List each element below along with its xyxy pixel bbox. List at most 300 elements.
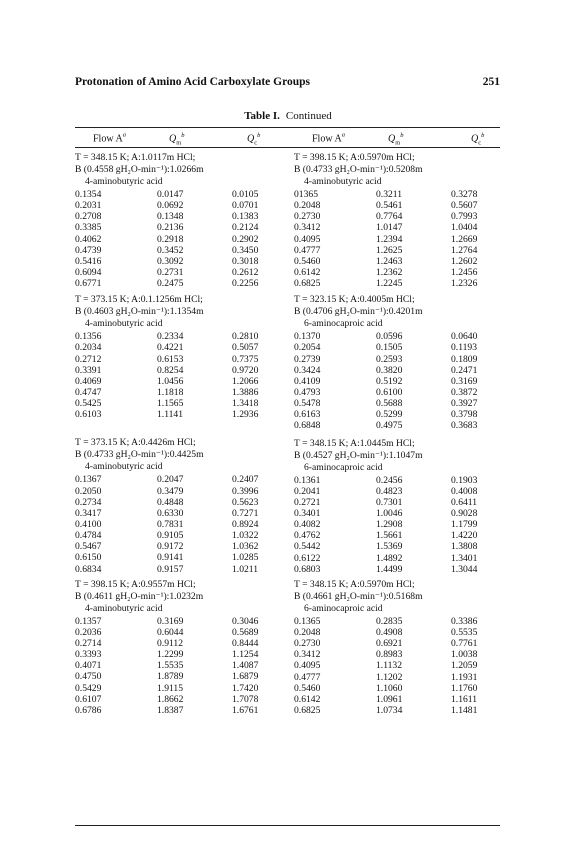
cell-qc: 1.3418 [232,398,259,410]
cell-qm: 0.2918 [157,233,184,245]
cell-qc: 0.8444 [232,637,259,649]
condition-amino-acid: 4-aminobutyric acid [85,602,163,614]
table-row [294,245,500,256]
table-row [294,672,500,683]
cell-flow: 0.4095 [294,660,321,672]
cell-qc: 0.6411 [451,496,478,508]
condition-solution-b: B (0.4527 gH₂O-min⁻¹):1.1047m [294,449,423,461]
condition-temperature: T = 348.15 K; A:0.5970m HCl; [294,578,415,590]
table-row [294,627,500,638]
cell-flow: 0.2730 [294,638,321,650]
condition-temperature: T = 373.15 K; A:0.1.1256m HCl; [75,294,203,306]
table-row [294,564,500,575]
table-row [75,387,281,398]
table-row [75,497,281,508]
cell-qc: 0.5607 [451,200,478,212]
cell-qc: 0.5535 [451,626,478,638]
cell-qc: 1.6761 [232,704,259,716]
cell-flow: 0.2048 [294,626,321,638]
cell-flow: 0.4100 [75,518,102,530]
cell-qm: 1.0456 [157,375,184,387]
table-row [294,200,500,211]
table-row [75,267,281,278]
condition-solution-b: B (0.4611 gH₂O-min⁻¹):1.0232m [75,590,204,602]
cell-qm: 0.2475 [157,278,184,290]
cell-flow: 0.2034 [75,342,102,354]
cell-qc: 1.0038 [451,649,478,661]
cell-qm: 0.2835 [376,615,403,627]
table-row [294,189,500,200]
cell-qm: 0.3479 [157,485,184,497]
table-caption-label: Table I. [244,110,280,122]
cell-qc: 0.9720 [232,364,259,376]
table-row [294,705,500,716]
cell-qm: 0.5299 [376,409,403,421]
cell-qc: 1.4087 [232,660,259,672]
cell-qc: 1.1760 [451,682,478,694]
table-row [294,497,500,508]
table-row [294,475,500,486]
cell-qm: 1.1141 [157,409,184,421]
condition-block [294,579,500,716]
table-row [294,222,500,233]
cell-qm: 1.8387 [157,704,184,716]
running-head-title: Protonation of Amino Acid Carboxylate Groups [75,76,311,88]
cell-qc: 1.0404 [451,222,478,234]
table-top-rule [75,127,500,128]
cell-qc: 0.3046 [232,615,259,627]
table-row [75,564,281,575]
cell-flow: 0.5442 [294,541,321,553]
cell-qm: 0.9157 [157,563,184,575]
table-row [75,200,281,211]
cell-flow: 0.1367 [75,474,102,486]
cell-flow: 0.4739 [75,244,102,256]
cell-qm: 1.0046 [376,507,403,519]
cell-qm: 0.1505 [376,342,403,354]
condition-temperature: T = 323.15 K; A:0.4005m HCl; [294,294,415,306]
cell-qc: 0.2810 [232,331,259,343]
cell-qm: 1.0734 [376,704,403,716]
table-row [294,508,500,519]
cell-qc: 0.4008 [451,485,478,497]
cell-qc: 0.7993 [451,211,478,223]
cell-qc: 0.7271 [232,507,259,519]
left-column [75,152,281,716]
cell-flow: 0.6150 [75,552,102,564]
condition-block [75,294,281,420]
cell-qc: 1.1799 [451,519,478,531]
table-row [75,342,281,353]
cell-qc: 0.9028 [451,507,478,519]
cell-qm: 0.4975 [376,420,403,432]
cell-qc: 1.3401 [451,552,478,564]
cell-flow: 0.2031 [75,200,102,212]
cell-flow: 0.6142 [294,266,321,278]
cell-flow: 0.1365 [294,615,321,627]
cell-qm: 0.8983 [376,649,403,661]
cell-qc: 1.2602 [451,255,478,267]
cell-qm: 0.5192 [376,375,403,387]
cell-flow: 0.2714 [75,637,102,649]
cell-qm: 0.6044 [157,626,184,638]
cell-qc: 0.3798 [451,409,478,421]
cell-flow: 0.4071 [75,660,102,672]
cell-qc: 0.1193 [451,342,478,354]
table-row [75,530,281,541]
cell-qc: 1.0362 [232,541,259,553]
cell-qc: 0.3683 [451,420,478,432]
cell-qc: 0.3169 [451,375,478,387]
cell-flow: 0.3417 [75,507,102,519]
cell-flow: 0.2041 [294,485,321,497]
table-header-rule [75,147,500,148]
table-row [75,541,281,552]
cell-qc: 0.3927 [451,398,478,410]
cell-flow: 0.1356 [75,331,102,343]
cell-flow: 0.2054 [294,342,321,354]
table-row [294,234,500,245]
condition-block [75,152,281,289]
table-row [75,474,281,485]
cell-qm: 0.6921 [376,638,403,650]
condition-temperature: T = 398.15 K; A:0.9557m HCl; [75,578,196,590]
table-row [75,354,281,365]
cell-qc: 0.2256 [232,278,259,290]
cell-qm: 0.4823 [376,485,403,497]
cell-qc: 0.2612 [232,266,259,278]
table-row [294,211,500,222]
cell-qm: 0.1348 [157,211,184,223]
table-bottom-rule [75,825,500,826]
table-row [75,694,281,705]
table-row [75,683,281,694]
cell-flow: 0.4777 [294,244,321,256]
cell-qm: 1.2463 [376,255,403,267]
cell-flow: 0.2712 [75,353,102,365]
cell-qc: 0.0701 [232,200,259,212]
cell-qc: 0.3450 [232,244,259,256]
cell-qm: 1.1818 [157,386,184,398]
table-row [75,660,281,671]
condition-block [294,152,500,289]
cell-qm: 0.6100 [376,386,403,398]
cell-flow: 0.1361 [294,474,321,486]
cell-flow: 0.1357 [75,615,102,627]
cell-qm: 0.7301 [376,496,403,508]
table-row [294,486,500,497]
cell-flow: 0.2036 [75,626,102,638]
cell-flow: 0.6834 [75,563,102,575]
cell-qc: 0.7375 [232,353,259,365]
condition-amino-acid: 6-aminocaproic acid [304,602,383,614]
cell-flow: 0.6094 [75,266,102,278]
table-row [294,541,500,552]
table-row [75,616,281,627]
cell-qc: 0.5689 [232,626,259,638]
cell-flow: 0.3412 [294,222,321,234]
cell-flow: 0.6142 [294,693,321,705]
cell-qm: 0.2047 [157,474,184,486]
table-row [75,705,281,716]
cell-flow: 0.4069 [75,375,102,387]
cell-flow: 0.6803 [294,563,321,575]
cell-flow: 0.6848 [294,420,321,432]
cell-flow: 0.6122 [294,552,321,564]
table-row [294,331,500,342]
cell-qm: 0.4848 [157,496,184,508]
table-row [75,486,281,497]
cell-flow: 0.5467 [75,541,102,553]
cell-qm: 0.5688 [376,398,403,410]
table-row [294,398,500,409]
cell-qm: 0.4908 [376,626,403,638]
cell-qm: 1.4499 [376,563,403,575]
condition-amino-acid: 4-aminobutyric acid [304,176,382,187]
cell-qc: 0.0105 [232,189,259,200]
cell-flow: 0.4062 [75,233,102,245]
table-caption [0,110,576,122]
cell-qm: 0.0147 [157,189,184,200]
cell-flow: 0.5429 [75,682,102,694]
condition-temperature: T = 348.15 K; A:1.0117m HCl; [75,152,196,163]
cell-flow: 0.3385 [75,222,102,234]
cell-flow: 01365 [294,189,318,200]
table-row [75,398,281,409]
cell-qc: 0.5623 [232,496,259,508]
table-row [294,553,500,564]
cell-flow: 0.4784 [75,530,102,542]
cell-qm: 1.0961 [376,693,403,705]
cell-qc: 0.2407 [232,474,259,486]
condition-block [75,579,281,716]
cell-flow: 0.5425 [75,398,102,410]
cell-qc: 0.8924 [232,518,259,530]
table-header [75,132,500,146]
cell-qm: 1.2908 [376,519,403,531]
cell-qm: 1.2394 [376,233,403,245]
cell-qc: 1.2669 [451,233,478,245]
condition-amino-acid: 4-aminobutyric acid [85,176,163,187]
table-row [294,267,500,278]
cell-qc: 1.2326 [451,278,478,290]
cell-qm: 0.9112 [157,637,184,649]
table-row [294,387,500,398]
table-caption-text: Continued [285,110,332,122]
cell-qm: 1.8789 [157,671,184,683]
cell-qc: 0.5057 [232,342,259,354]
table-row [75,671,281,682]
cell-qc: 1.3886 [232,386,259,398]
table-row [294,256,500,267]
cell-flow: 0.4793 [294,386,321,398]
cell-qc: 0.1809 [451,353,478,365]
cell-qm: 0.2334 [157,331,184,343]
cell-qc: 0.2124 [232,222,259,234]
header-qc-left: $Q_c^b$ [247,132,261,147]
table-row [75,376,281,387]
table-row [75,409,281,420]
table-row [294,342,500,353]
cell-qc: 1.7078 [232,693,259,705]
table-row [294,616,500,627]
cell-flow: 0.3424 [294,364,321,376]
cell-flow: 0.3393 [75,649,102,661]
cell-flow: 0.4095 [294,233,321,245]
table-row [294,278,500,289]
cell-qc: 0.3872 [451,386,478,398]
table-row [75,649,281,660]
table-row [294,420,500,431]
table-row [75,256,281,267]
condition-block [294,294,500,431]
table-row [294,694,500,705]
cell-qm: 0.4221 [157,342,184,354]
table-row [294,683,500,694]
table-row [294,376,500,387]
cell-qm: 1.1202 [376,671,403,683]
cell-flow: 0.2734 [75,496,102,508]
condition-temperature: T = 373.15 K; A:0.4426m HCl; [75,437,196,449]
cell-flow: 0.3401 [294,507,321,519]
cell-flow: 0.2050 [75,485,102,497]
cell-qm: 1.8662 [157,693,184,705]
table-row [75,234,281,245]
cell-qm: 1.2362 [376,266,403,278]
right-column [294,152,500,716]
cell-flow: 0.6825 [294,704,321,716]
table-row [75,508,281,519]
cell-qc: 0.0640 [451,331,478,343]
table-row [75,211,281,222]
condition-block [75,437,281,574]
cell-qm: 0.3092 [157,255,184,267]
cell-qm: 1.2299 [157,649,184,661]
table-row [294,530,500,541]
cell-qc: 1.1611 [451,693,478,705]
table-row [75,278,281,289]
cell-qc: 1.2456 [451,266,478,278]
cell-flow: 0.2730 [294,211,321,223]
table-row [75,552,281,563]
cell-flow: 0.6771 [75,278,102,290]
cell-flow: 0.4750 [75,671,102,683]
cell-qc: 1.0322 [232,530,259,542]
table-row [75,245,281,256]
cell-flow: 0.1370 [294,331,321,343]
cell-qm: 0.6153 [157,353,184,365]
cell-flow: 0.5460 [294,682,321,694]
table-row [294,638,500,649]
cell-qc: 1.0285 [232,552,259,564]
cell-qc: 0.2902 [232,233,259,245]
cell-qc: 0.7761 [451,638,478,650]
cell-qm: 0.9172 [157,541,184,553]
condition-block [294,438,500,575]
cell-qm: 1.2245 [376,278,403,290]
header-qm-right: $Q_m^b$ [388,132,404,147]
cell-qm: 0.9141 [157,552,184,564]
cell-flow: 0.5460 [294,255,321,267]
cell-qc: 1.1931 [451,671,478,683]
cell-qm: 1.1132 [376,660,403,672]
condition-temperature: T = 398.15 K; A:0.5970m HCl; [294,152,415,163]
header-flow-left: Flow $A^a$ [93,132,126,145]
condition-amino-acid: 6-aminocaproic acid [304,318,383,330]
cell-qc: 1.3808 [451,541,478,553]
table-row [75,222,281,233]
cell-flow: 0.6103 [75,409,102,421]
cell-qc: 1.7420 [232,682,259,694]
cell-qm: 0.9105 [157,530,184,542]
table-row [294,365,500,376]
cell-flow: 0.5416 [75,255,102,267]
cell-qc: 0.3996 [232,485,259,497]
page-number: 251 [482,76,500,88]
cell-qm: 1.2625 [376,244,403,256]
cell-qc: 1.6879 [232,671,259,683]
cell-flow: 0.3391 [75,364,102,376]
cell-qm: 0.7764 [376,211,403,223]
table-row [294,354,500,365]
cell-qc: 0.1903 [451,474,478,486]
table-row [294,519,500,530]
cell-qc: 1.1254 [232,649,259,661]
cell-flow: 0.4109 [294,375,321,387]
cell-qm: 1.0147 [376,222,403,234]
cell-qm: 0.6330 [157,507,184,519]
cell-qm: 0.3452 [157,244,184,256]
cell-qc: 1.1481 [451,704,478,716]
condition-amino-acid: 4-aminobutyric acid [85,318,163,330]
cell-qc: 0.3278 [451,189,478,200]
condition-solution-b: B (0.4706 gH₂O-min⁻¹):0.4201m [294,306,423,318]
table-row [75,189,281,200]
cell-flow: 0.4082 [294,519,321,531]
cell-qc: 0.3386 [451,615,478,627]
cell-qc: 0.1383 [232,211,259,223]
cell-qm: 0.3169 [157,615,184,627]
table-row [75,627,281,638]
condition-solution-b: B (0.4733 gH₂O-min⁻¹):0.5208m [294,164,423,175]
cell-flow: 0.4762 [294,530,321,542]
cell-qc: 1.3044 [451,563,478,575]
cell-qm: 0.2731 [157,266,184,278]
cell-flow: 0.2721 [294,496,321,508]
table-row [294,660,500,671]
cell-flow: 0.4747 [75,386,102,398]
cell-qm: 1.1060 [376,682,403,694]
condition-amino-acid: 6-aminocaproic acid [304,461,383,473]
cell-flow: 0.6825 [294,278,321,290]
cell-qc: 0.3018 [232,255,259,267]
cell-flow: 0.6163 [294,409,321,421]
cell-qc: 1.4220 [451,530,478,542]
header-qm-left: $Q_m^b$ [169,132,185,147]
condition-solution-b: B (0.4661 gH₂O-min⁻¹):0.5168m [294,590,423,602]
cell-flow: 0.2048 [294,200,321,212]
cell-qc: 1.2059 [451,660,478,672]
cell-qc: 1.0211 [232,563,259,575]
cell-qm: 0.0596 [376,331,403,343]
cell-qc: 0.2471 [451,364,478,376]
cell-qm: 1.5369 [376,541,403,553]
cell-qc: 1.2066 [232,375,259,387]
condition-solution-b: B (0.4558 gH₂O-min⁻¹):1.0266m [75,164,204,175]
table-row [75,365,281,376]
table-row [294,409,500,420]
cell-qm: 0.7831 [157,518,184,530]
